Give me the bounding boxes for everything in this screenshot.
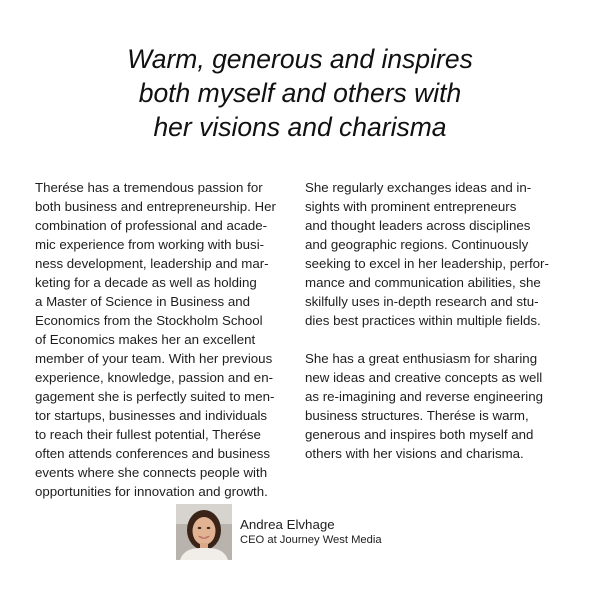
paragraph [305,178,567,330]
headline-line: both myself and others with [138,78,462,108]
text-line: She regularly exchanges ideas and in- [305,180,532,195]
text-line: ness development, leadership and mar- [35,256,269,271]
headline-line: her visions and charisma [153,112,447,142]
headline-line: Warm, generous and inspires [127,44,473,74]
text-line: skilfully uses in-depth research and stu- [305,294,539,309]
text-line: experience, knowledge, passion and en- [35,370,274,385]
text-line: mance and communication abilities, she [305,275,541,290]
text-line: as re-imagining and reverse engineering [305,389,544,404]
text-line: business structures. Therése is warm, [305,408,529,423]
author-name: Andrea Elvhage [240,517,335,532]
paragraph [305,349,567,463]
text-line: keting for a decade as well as holding [35,275,257,290]
portrait-photo-icon [176,504,232,560]
text-line: opportunities for innovation and growth. [35,484,268,499]
text-line: Economics from the Stockholm School [35,313,263,328]
text-line: member of your team. With her previous [35,351,273,366]
text-line: events where she connects people with [35,465,268,480]
text-line: generous and inspires both myself and [305,427,534,442]
paragraph-spacer [305,330,567,349]
testimonial-headline [0,42,600,144]
text-line: Therése has a tremendous passion for [35,180,263,195]
text-line: seeking to excel in her leadership, perfor- [305,256,549,271]
text-line: and thought leaders across disciplines [305,218,531,233]
text-line: to reach their fullest potential, Therése [35,427,261,442]
text-line: new ideas and creative concepts as well [305,370,543,385]
text-line: and geographic regions. Continuously [305,237,529,252]
text-line: She has a great enthusiasm for sharing [305,351,538,366]
text-line: sights with prominent entrepreneurs [305,199,517,214]
text-line: mic experience from working with busi- [35,237,265,252]
text-line: tor startups, businesses and individuals [35,408,268,423]
right-column-text [305,178,567,463]
author-role: CEO at Journey West Media [240,534,382,546]
text-line: both business and entrepreneurship. Her [35,199,276,214]
author-signature [176,504,382,560]
text-line: combination of professional and acade- [35,218,268,233]
text-line: a Master of Science in Business and [35,294,251,309]
author-details [240,504,382,548]
avatar [176,504,232,560]
text-line: others with her visions and charisma. [305,446,524,461]
text-line: dies best practices within multiple fields. [305,313,541,328]
left-column-text [35,178,297,501]
text-line: gagement she is perfectly suited to men- [35,389,275,404]
text-line: often attends conferences and business [35,446,271,461]
text-line: of Economics makes her an excellent [35,332,256,347]
